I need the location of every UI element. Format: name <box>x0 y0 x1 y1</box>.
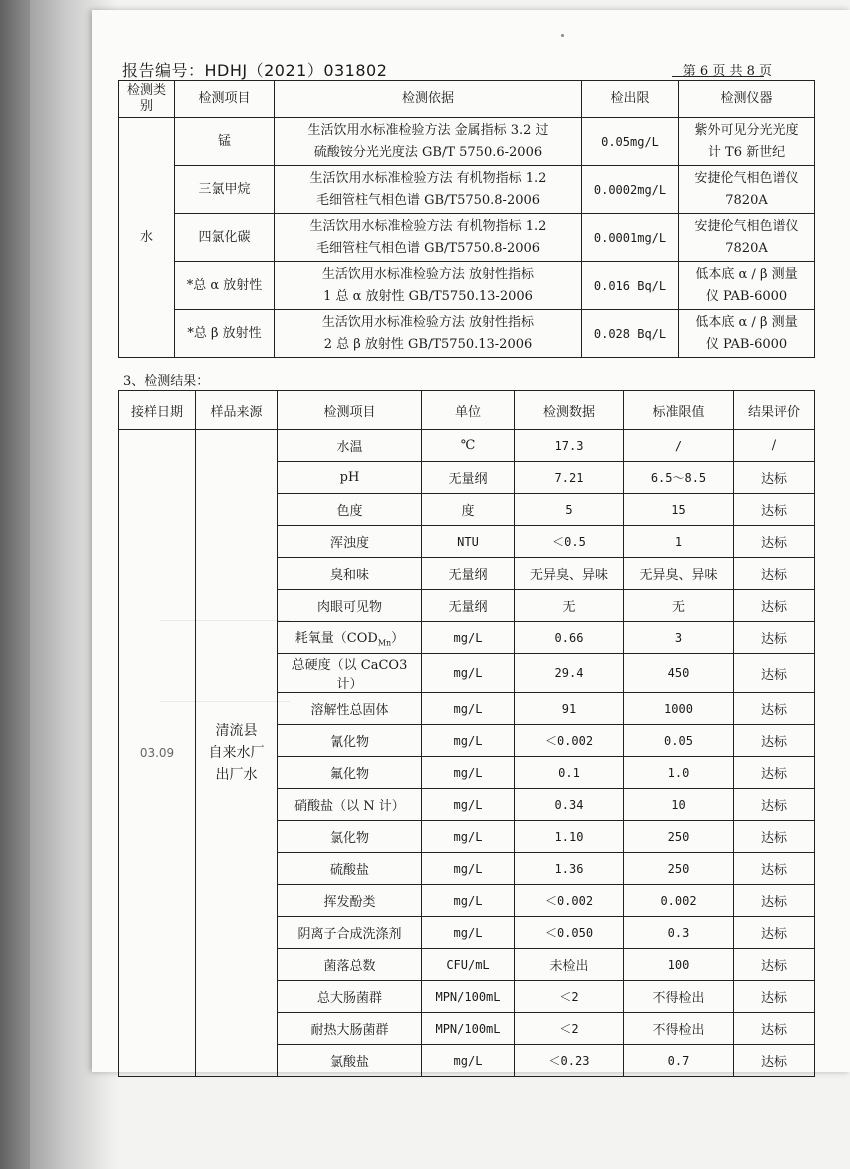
value-cell: 无 <box>515 590 624 622</box>
limit-cell: 0.0001mg/L <box>582 214 679 262</box>
col-header-eval: 结果评价 <box>734 391 815 430</box>
item-cell: 耐热大肠菌群 <box>278 1013 422 1045</box>
basis-cell: 生活饮用水标准检验方法 放射性指标 2 总 β 放射性 GB/T5750.13-2006 <box>275 310 582 358</box>
limit-cell: 无异臭、异味 <box>624 558 734 590</box>
limit-cell: 1 <box>624 526 734 558</box>
item-cell: 三氯甲烷 <box>175 166 275 214</box>
eval-cell: 达标 <box>734 789 815 821</box>
item-cell: 氟化物 <box>278 757 422 789</box>
limit-cell: 3 <box>624 622 734 654</box>
limit-cell: 6.5～8.5 <box>624 462 734 494</box>
results-table <box>118 390 815 1077</box>
unit-cell: CFU/mL <box>422 949 515 981</box>
limit-cell: 450 <box>624 654 734 693</box>
eval-cell: 达标 <box>734 494 815 526</box>
eval-cell: 达标 <box>734 590 815 622</box>
item-cell: 硫酸盐 <box>278 853 422 885</box>
eval-cell: 达标 <box>734 693 815 725</box>
unit-cell: mg/L <box>422 725 515 757</box>
sample-date-cell: 03.09 <box>119 430 196 1077</box>
instrument-cell: 安捷伦气相色谱仪 7820A <box>679 214 815 262</box>
unit-cell: mg/L <box>422 1045 515 1077</box>
basis-cell: 生活饮用水标准检验方法 有机物指标 1.2 毛细管柱气相色谱 GB/T5750.8-2006 <box>275 166 582 214</box>
col-header-category: 检测类别 <box>119 81 175 118</box>
unit-cell: MPN/100mL <box>422 1013 515 1045</box>
table-row <box>119 310 815 358</box>
report-header <box>118 56 818 82</box>
eval-cell: 达标 <box>734 949 815 981</box>
item-cell: 浑浊度 <box>278 526 422 558</box>
limit-cell: 0.002 <box>624 885 734 917</box>
unit-cell: mg/L <box>422 757 515 789</box>
eval-cell: 达标 <box>734 1045 815 1077</box>
item-cell: 肉眼可见物 <box>278 590 422 622</box>
value-cell: ＜0.5 <box>515 526 624 558</box>
eval-cell: 达标 <box>734 558 815 590</box>
basis-cell: 生活饮用水标准检验方法 放射性指标 1 总 α 放射性 GB/T5750.13-2006 <box>275 262 582 310</box>
table-row <box>119 214 815 262</box>
eval-cell: 达标 <box>734 757 815 789</box>
limit-cell: 1.0 <box>624 757 734 789</box>
value-cell: ＜0.002 <box>515 885 624 917</box>
item-cell: 阴离子合成洗涤剂 <box>278 917 422 949</box>
limit-cell: 0.016 Bq/L <box>582 262 679 310</box>
limit-cell: 250 <box>624 853 734 885</box>
methods-table <box>118 80 815 358</box>
report-number: 报告编号：HDHJ（2021）031802 <box>122 61 388 80</box>
unit-cell: mg/L <box>422 622 515 654</box>
col-header-unit: 单位 <box>422 391 515 430</box>
unit-cell: MPN/100mL <box>422 981 515 1013</box>
instrument-cell: 低本底 α / β 测量 仪 PAB-6000 <box>679 262 815 310</box>
item-cell: pH <box>278 462 422 494</box>
page-number: 第 6 页 共 8 页 <box>682 64 772 79</box>
col-header-source: 样品来源 <box>196 391 278 430</box>
instrument-cell: 安捷伦气相色谱仪 7820A <box>679 166 815 214</box>
eval-cell: 达标 <box>734 885 815 917</box>
value-cell: 1.36 <box>515 853 624 885</box>
unit-cell: 无量纲 <box>422 462 515 494</box>
value-cell: 91 <box>515 693 624 725</box>
basis-cell: 生活饮用水标准检验方法 有机物指标 1.2 毛细管柱气相色谱 GB/T5750.8-2006 <box>275 214 582 262</box>
eval-cell: 达标 <box>734 462 815 494</box>
limit-cell: 100 <box>624 949 734 981</box>
limit-cell: 10 <box>624 789 734 821</box>
eval-cell: 达标 <box>734 1013 815 1045</box>
item-cell: 四氯化碳 <box>175 214 275 262</box>
scan-speck <box>561 34 564 37</box>
limit-cell: 0.028 Bq/L <box>582 310 679 358</box>
item-cell: 锰 <box>175 118 275 166</box>
unit-cell: mg/L <box>422 789 515 821</box>
eval-cell: / <box>734 430 815 462</box>
eval-cell: 达标 <box>734 917 815 949</box>
table-row <box>119 166 815 214</box>
value-cell: 0.1 <box>515 757 624 789</box>
value-cell: ＜0.050 <box>515 917 624 949</box>
value-cell: 1.10 <box>515 821 624 853</box>
limit-cell: 0.3 <box>624 917 734 949</box>
sample-source-cell: 清流县 自来水厂 出厂水 <box>196 430 278 1077</box>
unit-cell: mg/L <box>422 917 515 949</box>
unit-cell: 度 <box>422 494 515 526</box>
unit-cell: 无量纲 <box>422 590 515 622</box>
value-cell: 7.21 <box>515 462 624 494</box>
item-cell: 挥发酚类 <box>278 885 422 917</box>
eval-cell: 达标 <box>734 981 815 1013</box>
item-cell: 耗氧量$(COD_{Mn})$ <box>278 622 422 654</box>
unit-cell: 无量纲 <box>422 558 515 590</box>
limit-cell: / <box>624 430 734 462</box>
item-cell: *总 α 放射性 <box>175 262 275 310</box>
item-cell: 总大肠菌群 <box>278 981 422 1013</box>
value-cell: 29.4 <box>515 654 624 693</box>
item-cell: 氯化物 <box>278 821 422 853</box>
col-header-value: 检测数据 <box>515 391 624 430</box>
limit-cell: 0.7 <box>624 1045 734 1077</box>
eval-cell: 达标 <box>734 654 815 693</box>
eval-cell: 达标 <box>734 622 815 654</box>
item-cell: 氯酸盐 <box>278 1045 422 1077</box>
header-rule <box>672 76 764 77</box>
binding-edge <box>0 0 30 1169</box>
col-header-date: 接样日期 <box>119 391 196 430</box>
instrument-cell: 紫外可见分光光度 计 T6 新世纪 <box>679 118 815 166</box>
item-cell: *总 β 放射性 <box>175 310 275 358</box>
limit-cell: 无 <box>624 590 734 622</box>
item-cell: 总硬度（以 CaCO3 计） <box>278 654 422 693</box>
limit-cell: 不得检出 <box>624 1013 734 1045</box>
value-cell: 未检出 <box>515 949 624 981</box>
basis-cell: 生活饮用水标准检验方法 金属指标 3.2 过 硫酸铵分光光度法 GB/T 5750.6-2006 <box>275 118 582 166</box>
col-header-item: 检测项目 <box>175 81 275 118</box>
limit-cell: 0.05 <box>624 725 734 757</box>
eval-cell: 达标 <box>734 821 815 853</box>
results-header-row <box>119 391 815 430</box>
item-cell: 水温 <box>278 430 422 462</box>
limit-cell: 0.05mg/L <box>582 118 679 166</box>
methods-header-row <box>119 81 815 118</box>
col-header-item: 检测项目 <box>278 391 422 430</box>
unit-cell: mg/L <box>422 693 515 725</box>
eval-cell: 达标 <box>734 853 815 885</box>
item-cell: 色度 <box>278 494 422 526</box>
limit-cell: 1000 <box>624 693 734 725</box>
value-cell: 17.3 <box>515 430 624 462</box>
table-row <box>119 430 815 462</box>
limit-cell: 250 <box>624 821 734 853</box>
unit-cell: ℃ <box>422 430 515 462</box>
col-header-instrument: 检测仪器 <box>679 81 815 118</box>
value-cell: 0.66 <box>515 622 624 654</box>
item-cell: 菌落总数 <box>278 949 422 981</box>
value-cell: 5 <box>515 494 624 526</box>
limit-cell: 不得检出 <box>624 981 734 1013</box>
unit-cell: mg/L <box>422 821 515 853</box>
eval-cell: 达标 <box>734 526 815 558</box>
category-cell: 水 <box>119 118 175 358</box>
col-header-basis: 检测依据 <box>275 81 582 118</box>
value-cell: 0.34 <box>515 789 624 821</box>
unit-cell: mg/L <box>422 654 515 693</box>
unit-cell: NTU <box>422 526 515 558</box>
results-body <box>119 430 815 1077</box>
table-row <box>119 118 815 166</box>
value-cell: 无异臭、异味 <box>515 558 624 590</box>
item-cell: 氰化物 <box>278 725 422 757</box>
item-cell: 硝酸盐（以 N 计） <box>278 789 422 821</box>
value-cell: ＜0.23 <box>515 1045 624 1077</box>
limit-cell: 0.0002mg/L <box>582 166 679 214</box>
eval-cell: 达标 <box>734 725 815 757</box>
table-row <box>119 262 815 310</box>
value-cell: ＜2 <box>515 981 624 1013</box>
results-section-label: 3、检测结果： <box>123 374 210 389</box>
item-cell: 溶解性总固体 <box>278 693 422 725</box>
value-cell: ＜0.002 <box>515 725 624 757</box>
instrument-cell: 低本底 α / β 测量 仪 PAB-6000 <box>679 310 815 358</box>
value-cell: ＜2 <box>515 1013 624 1045</box>
unit-cell: mg/L <box>422 885 515 917</box>
col-header-limit: 标准限值 <box>624 391 734 430</box>
limit-cell: 15 <box>624 494 734 526</box>
item-cell: 臭和味 <box>278 558 422 590</box>
col-header-limit: 检出限 <box>582 81 679 118</box>
unit-cell: mg/L <box>422 853 515 885</box>
